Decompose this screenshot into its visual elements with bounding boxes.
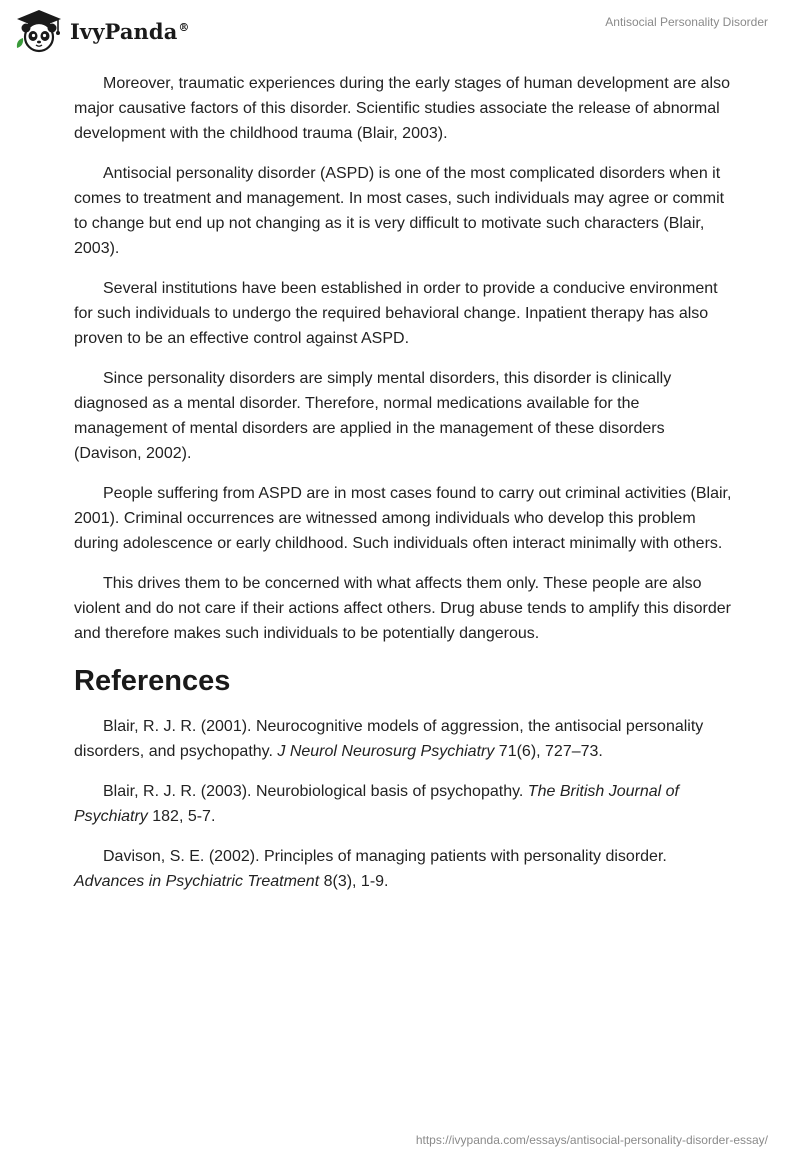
body-paragraph: Since personality disorders are simply mental disorders, this disorder is clinically diagnosed as a mental disorder. Therefore, normal medications available for the management of mental disorders are applied in the management of these disorders (Davison, 2002).: [74, 370, 672, 462]
body-paragraph: Several institutions have been established in order to provide a conducive environment for such individuals to undergo the required behavioral change. Inpatient therapy has also proven to be an effective control against ASPD.: [74, 280, 718, 347]
source-url[interactable]: https://ivypanda.com/essays/antisocial-personality-disorder-essay/: [415, 1133, 768, 1147]
logo-text: IvyPanda®: [70, 18, 190, 44]
references-heading: References: [74, 665, 231, 697]
reference-source: J Neurol Neurosurg Psychiatry: [277, 743, 495, 760]
body-paragraph: People suffering from ASPD are in most cases found to carry out criminal activities (Blair, 2001). Criminal occurrences are witnessed among individuals who develop this problem during adolescence or early childhood. Such individuals often interact minimally with others.: [74, 485, 732, 552]
essay-content: [74, 71, 734, 909]
logo[interactable]: [14, 8, 190, 54]
running-title: Antisocial Personality Disorder: [605, 15, 768, 29]
body-paragraph: Antisocial personality disorder (ASPD) is one of the most complicated disorders when it comes to treatment and management. In most cases, such individuals may agree or commit to change but end up not changing as it is very difficult to motivate such characters (Blair, 2003).: [74, 165, 725, 257]
page-header: [0, 0, 800, 60]
reference-source: Advances in Psychiatric Treatment: [74, 873, 320, 890]
reference-source: The British Journal of Psychiatry: [74, 783, 679, 825]
panda-graduate-icon: [14, 8, 64, 54]
body-paragraph: This drives them to be concerned with what affects them only. These people are also violent and do not care if their actions affect others. Drug abuse tends to amplify this disorder and therefore makes such individuals to be potentially dangerous.: [74, 575, 731, 642]
reference-entry: Blair, R. J. R. (2001). Neurocognitive models of aggression, the antisocial personality disorders, and psychopathy. J Neurol Neurosurg Psychiatry 71(6), 727–73.: [74, 718, 704, 760]
body-paragraph: Moreover, traumatic experiences during the early stages of human development are also major causative factors of this disorder. Scientific studies associate the release of abnormal development with the childhood trauma (Blair, 2003).: [74, 75, 731, 142]
reference-entry: Blair, R. J. R. (2003). Neurobiological basis of psychopathy. The British Journal of Psychiatry 182, 5-7.: [74, 783, 679, 825]
reference-entry: Davison, S. E. (2002). Principles of managing patients with personality disorder. Advances in Psychiatric Treatment 8(3), 1-9.: [74, 848, 667, 890]
